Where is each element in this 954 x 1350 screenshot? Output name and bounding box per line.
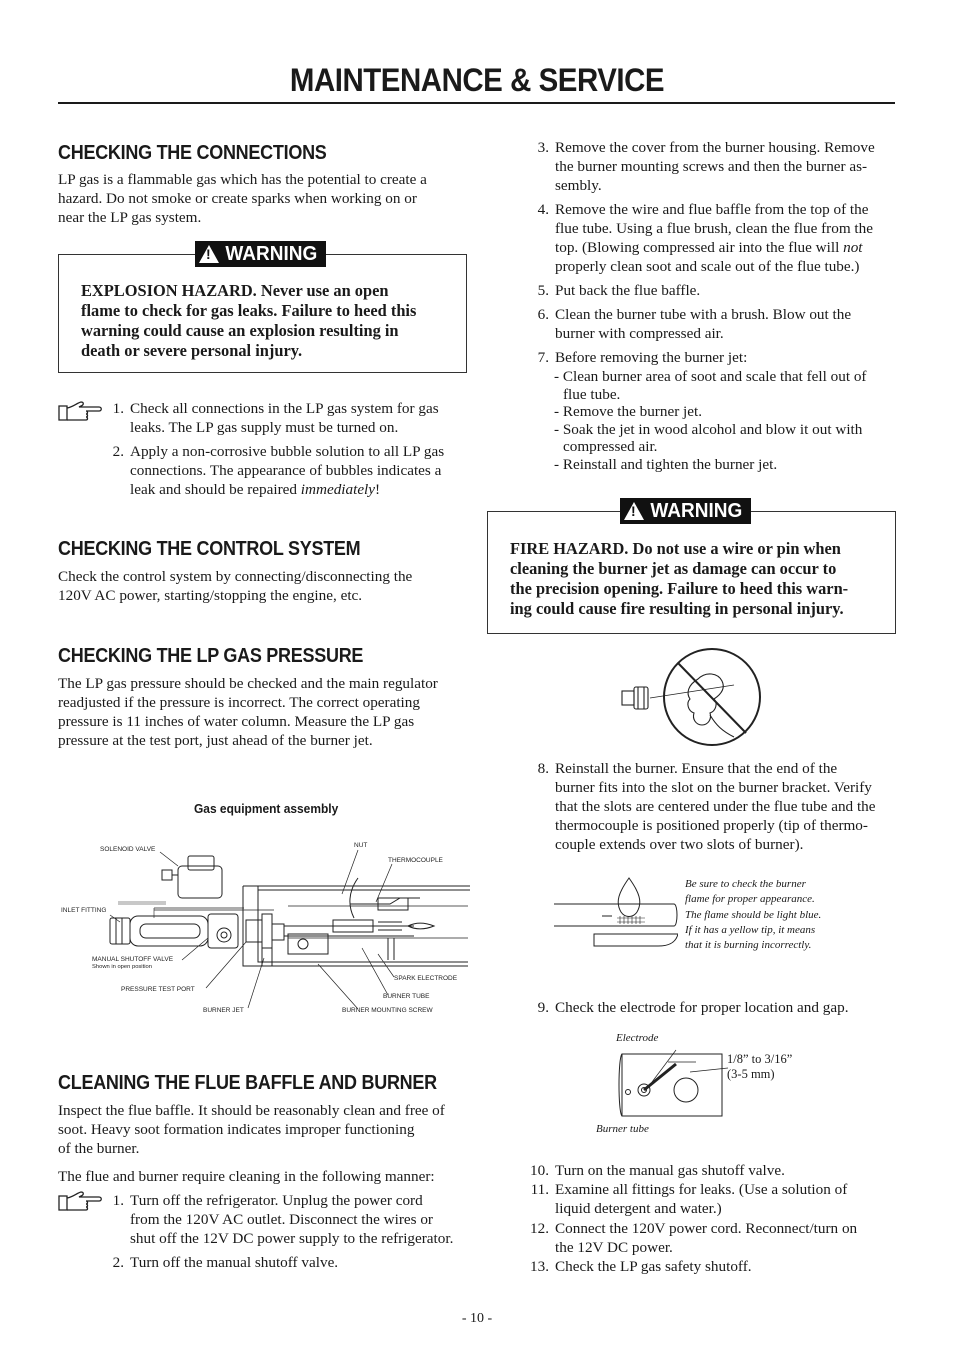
fire-warning-box: [487, 511, 896, 634]
warning-triangle-icon: [624, 502, 644, 520]
gap-label: 1/8” to 3/16” (3-5 mm): [727, 1052, 793, 1081]
label-inlet-fitting: INLET FITTING: [61, 907, 107, 914]
fire-warning-text: FIRE HAZARD. Do not use a wire or pin when cleaning the burner jet as damage can occur to the precision opening. Failure to heed this warn- ing could cause fire resulting in personal injury.: [510, 539, 849, 618]
connections-intro: LP gas is a flammable gas which has the potential to create a hazard. Do not smoke or create sparks when working on or near the LP gas system.: [58, 171, 427, 226]
cleaning-manner: The flue and burner require cleaning in the following manner:: [58, 1168, 435, 1185]
warning-badge-1: ! WARNING: [195, 241, 326, 267]
label-nut: NUT: [354, 842, 368, 849]
label-open-position: Shown in open position: [92, 964, 152, 970]
cleaning-intro: Inspect the flue baffle. It should be reasonably clean and free of soot. Heavy soot formation indicates improper functioning of the burner.: [58, 1102, 445, 1157]
label-burner-mounting-screw: BURNER MOUNTING SCREW: [342, 1007, 433, 1014]
label-burner-jet: BURNER JET: [203, 1007, 244, 1014]
explosion-warning-box: [58, 254, 467, 373]
electrode-gap-illustration: [616, 1046, 728, 1122]
heading-connections: CHECKING THE CONNECTIONS: [58, 142, 327, 164]
page-number: - 10 -: [461, 1311, 493, 1326]
warning-badge-2: ! WARNING: [620, 498, 751, 524]
heading-control: CHECKING THE CONTROL SYSTEM: [58, 538, 361, 560]
label-pressure-test-port: PRESSURE TEST PORT: [121, 986, 195, 993]
flame-note: Be sure to check the burner flame for proper appearance. The flame should be light blue. If it has a yellow tip, it means that it is burning incorrectly.: [685, 878, 822, 952]
label-thermocouple: THERMOCOUPLE: [388, 857, 443, 864]
explosion-warning-text: EXPLOSION HAZARD. Never use an open flame to check for gas leaks. Failure to heed this warning could cause an explosion resulting in death or severe personal injury.: [81, 281, 417, 360]
label-solenoid-valve: SOLENOID VALVE: [100, 846, 156, 853]
jet-substeps: - Clean burner area of soot and scale that fell out of flue tube. - Remove the burner jet. - Soak the jet in wood alcohol and blow it out with compressed air. - Reinstall and tighten the burner jet.: [554, 368, 867, 473]
control-text: Check the control system by connecting/disconnecting the 120V AC power, starting/stopping the engine, etc.: [58, 568, 413, 604]
warning-triangle-icon: [199, 245, 219, 263]
no-wire-in-jet-icon: [614, 645, 764, 753]
gas-assembly-diagram: [58, 838, 470, 1018]
heading-cleaning: CLEANING THE FLUE BAFFLE AND BURNER: [58, 1072, 437, 1094]
pointing-hand-icon: [57, 400, 105, 424]
burner-tube-label: Burner tube: [596, 1123, 649, 1135]
label-spark-electrode: SPARK ELECTRODE: [394, 975, 458, 982]
page-title: MAINTENANCE & SERVICE: [289, 62, 665, 98]
label-manual-shutoff-valve: MANUAL SHUTOFF VALVE: [92, 956, 174, 963]
burner-flame-illustration: [554, 874, 678, 958]
pointing-hand-icon: [57, 1190, 105, 1214]
pressure-text: The LP gas pressure should be checked and the main regulator readjusted if the pressure is incorrect. The correct operating pressure is 11 inches of water column. Measure the LP gas pressure at the test port, just ahead of the burner jet.: [58, 675, 438, 749]
assembly-caption: Gas equipment assembly: [194, 801, 339, 816]
title-rule: [58, 102, 895, 104]
heading-pressure: CHECKING THE LP GAS PRESSURE: [58, 645, 364, 667]
label-burner-tube: BURNER TUBE: [383, 993, 430, 1000]
electrode-label: Electrode: [616, 1032, 659, 1044]
